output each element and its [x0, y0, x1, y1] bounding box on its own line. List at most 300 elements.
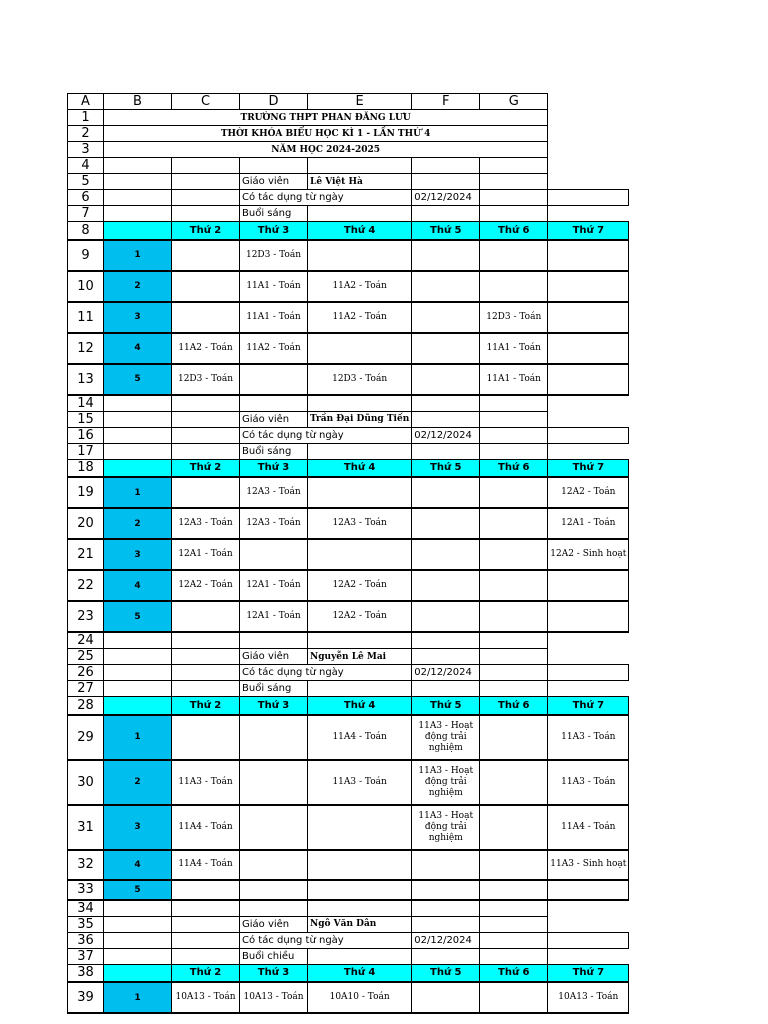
sheet-row — [68, 760, 629, 805]
cell[interactable] — [480, 632, 548, 649]
cell[interactable] — [308, 632, 412, 649]
class-cell[interactable] — [308, 880, 412, 900]
cell[interactable] — [480, 932, 548, 948]
cell[interactable] — [172, 649, 240, 665]
row-header[interactable]: 11 — [68, 302, 104, 333]
period-number[interactable]: 2 — [104, 760, 172, 805]
class-cell[interactable]: 12A3 - Toán — [240, 508, 308, 539]
sheet-row — [68, 570, 629, 601]
cell[interactable] — [172, 190, 240, 206]
row-header[interactable]: 27 — [68, 681, 104, 697]
period-number[interactable]: 5 — [104, 364, 172, 395]
cell[interactable] — [480, 427, 548, 443]
cell[interactable] — [412, 174, 480, 190]
class-cell[interactable] — [412, 271, 480, 302]
sheet-row — [68, 916, 629, 932]
cell[interactable] — [172, 632, 240, 649]
class-cell[interactable] — [240, 539, 308, 570]
day-header-4[interactable]: Thứ 4 — [308, 222, 412, 240]
session-label[interactable]: Buổi sáng — [240, 443, 308, 459]
day-header-6[interactable]: Thứ 6 — [480, 964, 548, 982]
period-number[interactable]: 4 — [104, 333, 172, 364]
class-cell[interactable] — [548, 240, 629, 271]
period-number[interactable]: 1 — [104, 477, 172, 508]
class-cell[interactable] — [548, 570, 629, 601]
cell[interactable] — [412, 681, 480, 697]
row-header[interactable]: 31 — [68, 805, 104, 850]
row-header[interactable]: 24 — [68, 632, 104, 649]
class-cell[interactable] — [172, 880, 240, 900]
row-header[interactable]: 4 — [68, 158, 104, 174]
class-cell[interactable]: 10A13 - Toán — [548, 982, 629, 1013]
class-cell[interactable]: 11A1 - Toán — [480, 364, 548, 395]
row-header[interactable]: 12 — [68, 333, 104, 364]
class-cell[interactable] — [308, 240, 412, 271]
sheet-row — [68, 427, 629, 443]
cell[interactable] — [240, 900, 308, 917]
cell[interactable] — [172, 900, 240, 917]
row-header[interactable]: 10 — [68, 271, 104, 302]
cell[interactable] — [104, 681, 172, 697]
cell[interactable] — [172, 395, 240, 412]
class-cell[interactable]: 11A3 - Toán — [172, 760, 240, 805]
row-header[interactable]: 28 — [68, 697, 104, 715]
cell[interactable] — [412, 411, 480, 427]
timetable-title[interactable]: THỜI KHÓA BIỂU HỌC KÌ 1 - LẦN THỨ 4 — [104, 126, 548, 142]
class-cell[interactable]: 11A3 - Hoạt động trải nghiệm — [412, 805, 480, 850]
row-header[interactable]: 21 — [68, 539, 104, 570]
teacher-label[interactable]: Giáo viên — [240, 649, 308, 665]
cell[interactable] — [480, 174, 548, 190]
session-label[interactable]: Buổi sáng — [240, 206, 308, 222]
day-header-5[interactable]: Thứ 5 — [412, 459, 480, 477]
cell[interactable] — [104, 649, 172, 665]
day-header-5[interactable]: Thứ 5 — [412, 697, 480, 715]
class-cell[interactable] — [308, 333, 412, 364]
class-cell[interactable] — [412, 570, 480, 601]
cell[interactable] — [412, 916, 480, 932]
cell[interactable] — [480, 158, 548, 174]
class-cell[interactable]: 11A3 - Hoạt động trải nghiệm — [412, 760, 480, 805]
effective-date[interactable]: 02/12/2024 — [412, 932, 480, 948]
row-header[interactable]: 15 — [68, 411, 104, 427]
class-cell[interactable] — [480, 271, 548, 302]
row-header[interactable]: 19 — [68, 477, 104, 508]
row-header[interactable]: 6 — [68, 190, 104, 206]
period-number[interactable]: 1 — [104, 240, 172, 271]
period-number[interactable]: 3 — [104, 302, 172, 333]
row-header[interactable]: 18 — [68, 459, 104, 477]
class-cell[interactable]: 12D3 - Toán — [308, 364, 412, 395]
cell[interactable] — [104, 948, 172, 964]
column-header-b[interactable]: B — [104, 94, 172, 110]
cell[interactable] — [412, 632, 480, 649]
class-cell[interactable]: 12A2 - Sinh hoạt — [548, 539, 629, 570]
class-cell[interactable] — [412, 302, 480, 333]
row-header[interactable]: 35 — [68, 916, 104, 932]
class-cell[interactable]: 11A4 - Toán — [308, 715, 412, 760]
class-cell[interactable]: 12D3 - Toán — [240, 240, 308, 271]
cell[interactable] — [104, 427, 172, 443]
row-header[interactable]: 14 — [68, 395, 104, 412]
class-cell[interactable] — [548, 880, 629, 900]
cell[interactable] — [104, 174, 172, 190]
class-cell[interactable]: 12A2 - Toán — [308, 570, 412, 601]
cell[interactable] — [548, 427, 629, 443]
class-cell[interactable] — [548, 364, 629, 395]
cell[interactable] — [412, 158, 480, 174]
class-cell[interactable]: 11A1 - Toán — [480, 333, 548, 364]
school-year[interactable]: NĂM HỌC 2024-2025 — [104, 142, 548, 158]
class-cell[interactable] — [172, 477, 240, 508]
day-header-3[interactable]: Thứ 3 — [240, 964, 308, 982]
class-cell[interactable] — [172, 302, 240, 333]
day-header-6[interactable]: Thứ 6 — [480, 222, 548, 240]
class-cell[interactable]: 12A2 - Toán — [172, 570, 240, 601]
cell[interactable] — [172, 411, 240, 427]
cell[interactable] — [104, 932, 172, 948]
row-header[interactable]: 13 — [68, 364, 104, 395]
cell[interactable] — [308, 900, 412, 917]
period-number[interactable]: 3 — [104, 539, 172, 570]
cell[interactable] — [104, 632, 172, 649]
class-cell[interactable]: 12D3 - Toán — [480, 302, 548, 333]
day-header-2[interactable]: Thứ 2 — [172, 222, 240, 240]
cell[interactable] — [480, 948, 548, 964]
period-number[interactable]: 1 — [104, 982, 172, 1013]
class-cell[interactable] — [240, 715, 308, 760]
teacher-name[interactable]: Trần Đại Dũng Tiến — [308, 411, 412, 427]
row-header[interactable]: 33 — [68, 880, 104, 900]
cell[interactable] — [104, 900, 172, 917]
class-cell[interactable]: 12A1 - Toán — [548, 508, 629, 539]
effective-date-label[interactable]: Có tác dụng từ ngày — [240, 665, 412, 681]
class-cell[interactable] — [480, 570, 548, 601]
cell[interactable] — [172, 174, 240, 190]
sheet-row — [68, 94, 629, 110]
day-header-7[interactable]: Thứ 7 — [548, 697, 629, 715]
day-header-4[interactable]: Thứ 4 — [308, 697, 412, 715]
row-header[interactable]: 16 — [68, 427, 104, 443]
class-cell[interactable] — [480, 508, 548, 539]
effective-date-label[interactable]: Có tác dụng từ ngày — [240, 190, 412, 206]
cell[interactable] — [308, 395, 412, 412]
day-header-2[interactable]: Thứ 2 — [172, 459, 240, 477]
cell[interactable] — [172, 427, 240, 443]
row-header[interactable]: 29 — [68, 715, 104, 760]
class-cell[interactable]: 12A1 - Toán — [240, 601, 308, 632]
class-cell[interactable] — [240, 805, 308, 850]
period-number[interactable]: 3 — [104, 805, 172, 850]
sheet-row — [68, 190, 629, 206]
row-header[interactable]: 17 — [68, 443, 104, 459]
row-header[interactable]: 36 — [68, 932, 104, 948]
day-header-7[interactable]: Thứ 7 — [548, 459, 629, 477]
day-header-5[interactable]: Thứ 5 — [412, 222, 480, 240]
class-cell[interactable]: 10A10 - Toán — [308, 982, 412, 1013]
class-cell[interactable]: 10A13 - Toán — [172, 982, 240, 1013]
row-header[interactable]: 20 — [68, 508, 104, 539]
day-header-7[interactable]: Thứ 7 — [548, 964, 629, 982]
school-title[interactable]: TRƯỜNG THPT PHAN ĐĂNG LƯU — [104, 110, 548, 126]
class-cell[interactable] — [412, 601, 480, 632]
sheet-row — [68, 206, 629, 222]
class-cell[interactable]: 11A2 - Toán — [308, 271, 412, 302]
class-cell[interactable]: 12D3 - Toán — [172, 364, 240, 395]
class-cell[interactable]: 12A1 - Toán — [240, 570, 308, 601]
class-cell[interactable]: 11A1 - Toán — [240, 271, 308, 302]
class-cell[interactable] — [240, 850, 308, 880]
cell[interactable] — [308, 158, 412, 174]
column-header-d[interactable]: D — [240, 94, 308, 110]
class-cell[interactable] — [308, 477, 412, 508]
cell[interactable] — [548, 190, 629, 206]
class-cell[interactable] — [412, 850, 480, 880]
teacher-label[interactable]: Giáo viên — [240, 411, 308, 427]
class-cell[interactable]: 11A1 - Toán — [240, 302, 308, 333]
cell[interactable] — [308, 206, 412, 222]
class-cell[interactable] — [240, 364, 308, 395]
class-cell[interactable]: 11A4 - Toán — [548, 805, 629, 850]
cell[interactable] — [412, 649, 480, 665]
class-cell[interactable] — [172, 601, 240, 632]
class-cell[interactable] — [412, 880, 480, 900]
row-header[interactable]: 39 — [68, 982, 104, 1013]
day-header-3[interactable]: Thứ 3 — [240, 459, 308, 477]
period-number[interactable]: 4 — [104, 850, 172, 880]
teacher-label[interactable]: Giáo viên — [240, 174, 308, 190]
cell[interactable] — [480, 206, 548, 222]
cell[interactable] — [104, 395, 172, 412]
teacher-label[interactable]: Giáo viên — [240, 916, 308, 932]
column-header-e[interactable]: E — [308, 94, 412, 110]
class-cell[interactable]: 12A3 - Toán — [308, 508, 412, 539]
cell[interactable] — [172, 443, 240, 459]
class-cell[interactable] — [480, 880, 548, 900]
class-cell[interactable]: 11A3 - Hoạt động trải nghiệm — [412, 715, 480, 760]
class-cell[interactable]: 11A4 - Toán — [172, 805, 240, 850]
cell[interactable] — [172, 681, 240, 697]
cell[interactable] — [240, 632, 308, 649]
effective-date[interactable]: 02/12/2024 — [412, 427, 480, 443]
class-cell[interactable] — [480, 982, 548, 1013]
class-cell[interactable] — [480, 539, 548, 570]
class-cell[interactable] — [412, 477, 480, 508]
class-cell[interactable] — [412, 539, 480, 570]
class-cell[interactable] — [480, 477, 548, 508]
cell[interactable] — [480, 411, 548, 427]
day-header-4[interactable]: Thứ 4 — [308, 964, 412, 982]
class-cell[interactable]: 12A2 - Toán — [548, 477, 629, 508]
class-cell[interactable]: 11A3 - Sinh hoạt — [548, 850, 629, 880]
cell[interactable] — [548, 932, 629, 948]
row-header[interactable]: 30 — [68, 760, 104, 805]
cell[interactable] — [104, 206, 172, 222]
day-header-3[interactable]: Thứ 3 — [240, 697, 308, 715]
column-header-a[interactable]: A — [68, 94, 104, 110]
class-cell[interactable] — [480, 715, 548, 760]
teacher-name[interactable]: Nguyễn Lê Mai — [308, 649, 412, 665]
cell[interactable] — [308, 443, 412, 459]
cell[interactable] — [548, 665, 629, 681]
sheet-row — [68, 443, 629, 459]
class-cell[interactable]: 10A13 - Toán — [240, 982, 308, 1013]
column-header-g[interactable]: G — [480, 94, 548, 110]
row-header[interactable]: 8 — [68, 222, 104, 240]
column-header-c[interactable]: C — [172, 94, 240, 110]
day-header-7[interactable]: Thứ 7 — [548, 222, 629, 240]
class-cell[interactable] — [480, 850, 548, 880]
class-cell[interactable] — [172, 240, 240, 271]
cell[interactable] — [480, 649, 548, 665]
teacher-name[interactable]: Lê Việt Hà — [308, 174, 412, 190]
effective-date[interactable]: 02/12/2024 — [412, 665, 480, 681]
class-cell[interactable]: 11A2 - Toán — [308, 302, 412, 333]
period-number[interactable]: 4 — [104, 570, 172, 601]
cell[interactable] — [240, 395, 308, 412]
class-cell[interactable]: 11A4 - Toán — [172, 850, 240, 880]
cell[interactable] — [412, 443, 480, 459]
row-header[interactable]: 38 — [68, 964, 104, 982]
sheet-row — [68, 880, 629, 900]
class-cell[interactable] — [548, 333, 629, 364]
cell[interactable] — [412, 948, 480, 964]
cell[interactable] — [172, 206, 240, 222]
period-number[interactable]: 5 — [104, 880, 172, 900]
sheet-row — [68, 681, 629, 697]
class-cell[interactable] — [308, 850, 412, 880]
class-cell[interactable] — [172, 271, 240, 302]
class-cell[interactable]: 12A3 - Toán — [240, 477, 308, 508]
period-number[interactable]: 5 — [104, 601, 172, 632]
day-header-2[interactable]: Thứ 2 — [172, 964, 240, 982]
sheet-row — [68, 302, 629, 333]
cell[interactable] — [104, 411, 172, 427]
period-number[interactable]: 2 — [104, 271, 172, 302]
cell[interactable] — [104, 158, 172, 174]
row-header[interactable]: 34 — [68, 900, 104, 917]
class-cell[interactable]: 11A2 - Toán — [240, 333, 308, 364]
cell[interactable] — [480, 665, 548, 681]
cell[interactable] — [172, 932, 240, 948]
class-cell[interactable] — [412, 333, 480, 364]
class-cell[interactable]: 12A3 - Toán — [172, 508, 240, 539]
column-header-f[interactable]: F — [412, 94, 480, 110]
period-header-cell[interactable] — [104, 964, 172, 982]
cell[interactable] — [480, 443, 548, 459]
period-number[interactable]: 2 — [104, 508, 172, 539]
cell[interactable] — [308, 948, 412, 964]
class-cell[interactable]: 11A3 - Toán — [548, 760, 629, 805]
cell[interactable] — [172, 665, 240, 681]
effective-date-label[interactable]: Có tác dụng từ ngày — [240, 932, 412, 948]
cell[interactable] — [412, 395, 480, 412]
cell[interactable] — [104, 665, 172, 681]
row-header[interactable]: 22 — [68, 570, 104, 601]
cell[interactable] — [172, 948, 240, 964]
class-cell[interactable] — [172, 715, 240, 760]
session-label[interactable]: Buổi sáng — [240, 681, 308, 697]
row-header[interactable]: 25 — [68, 649, 104, 665]
day-header-3[interactable]: Thứ 3 — [240, 222, 308, 240]
day-header-2[interactable]: Thứ 2 — [172, 697, 240, 715]
cell[interactable] — [480, 916, 548, 932]
class-cell[interactable] — [412, 982, 480, 1013]
row-header[interactable]: 5 — [68, 174, 104, 190]
effective-date-label[interactable]: Có tác dụng từ ngày — [240, 427, 412, 443]
class-cell[interactable] — [308, 539, 412, 570]
cell[interactable] — [480, 900, 548, 917]
day-header-6[interactable]: Thứ 6 — [480, 697, 548, 715]
sheet-row — [68, 665, 629, 681]
class-cell[interactable] — [240, 760, 308, 805]
row-header[interactable]: 2 — [68, 126, 104, 142]
class-cell[interactable] — [412, 240, 480, 271]
row-header[interactable]: 37 — [68, 948, 104, 964]
period-header-cell[interactable] — [104, 222, 172, 240]
class-cell[interactable] — [412, 364, 480, 395]
row-header[interactable]: 9 — [68, 240, 104, 271]
row-header[interactable]: 1 — [68, 110, 104, 126]
class-cell[interactable]: 12A1 - Toán — [172, 539, 240, 570]
effective-date[interactable]: 02/12/2024 — [412, 190, 480, 206]
cell[interactable] — [104, 190, 172, 206]
row-header[interactable]: 7 — [68, 206, 104, 222]
cell[interactable] — [412, 900, 480, 917]
class-cell[interactable] — [480, 240, 548, 271]
cell[interactable] — [412, 206, 480, 222]
cell[interactable] — [240, 158, 308, 174]
day-header-6[interactable]: Thứ 6 — [480, 459, 548, 477]
cell[interactable] — [104, 443, 172, 459]
sheet-row — [68, 271, 629, 302]
class-cell[interactable] — [480, 601, 548, 632]
class-cell[interactable] — [548, 601, 629, 632]
class-cell[interactable] — [548, 302, 629, 333]
cell[interactable] — [480, 681, 548, 697]
period-number[interactable]: 1 — [104, 715, 172, 760]
class-cell[interactable]: 11A2 - Toán — [172, 333, 240, 364]
class-cell[interactable] — [308, 805, 412, 850]
teacher-name[interactable]: Ngô Văn Dân — [308, 916, 412, 932]
cell[interactable] — [308, 681, 412, 697]
row-header[interactable]: 3 — [68, 142, 104, 158]
period-header-cell[interactable] — [104, 697, 172, 715]
session-label[interactable]: Buổi chiều — [240, 948, 308, 964]
cell[interactable] — [104, 916, 172, 932]
class-cell[interactable] — [548, 271, 629, 302]
class-cell[interactable]: 11A3 - Toán — [548, 715, 629, 760]
cell[interactable] — [172, 916, 240, 932]
cell[interactable] — [480, 395, 548, 412]
day-header-5[interactable]: Thứ 5 — [412, 964, 480, 982]
row-header[interactable]: 23 — [68, 601, 104, 632]
cell[interactable] — [480, 190, 548, 206]
row-header[interactable]: 32 — [68, 850, 104, 880]
sheet-row — [68, 142, 629, 158]
sheet-row — [68, 601, 629, 632]
class-cell[interactable] — [480, 805, 548, 850]
class-cell[interactable]: 12A2 - Toán — [308, 601, 412, 632]
class-cell[interactable] — [412, 508, 480, 539]
row-header[interactable]: 26 — [68, 665, 104, 681]
class-cell[interactable] — [240, 880, 308, 900]
period-header-cell[interactable] — [104, 459, 172, 477]
cell[interactable] — [172, 158, 240, 174]
day-header-4[interactable]: Thứ 4 — [308, 459, 412, 477]
class-cell[interactable]: 11A3 - Toán — [308, 760, 412, 805]
class-cell[interactable] — [480, 760, 548, 805]
